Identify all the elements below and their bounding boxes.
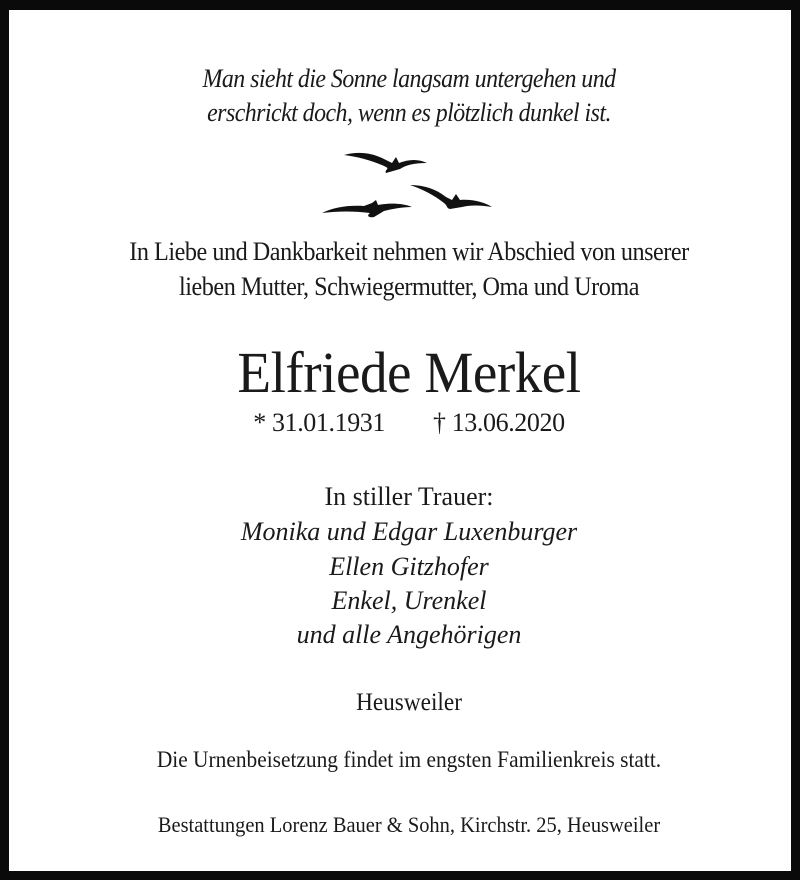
quote-line-2: erschrickt doch, wenn es plötzlich dunkel ist. [207, 98, 611, 127]
mourner-name: Monika und Edgar Luxenburger [240, 517, 578, 546]
undertaker-info: Bestattungen Lorenz Bauer & Sohn, Kirchstr. 25, Heusweiler [157, 812, 661, 837]
mourner-name: Ellen Gitzhofer [329, 552, 489, 581]
burial-notice: Die Urnenbeisetzung findet im engsten Familienkreis statt. [156, 747, 662, 772]
intro-line-2: lieben Mutter, Schwiegermutter, Oma und Uroma [179, 272, 639, 301]
mourners-heading: In stiller Trauer: [324, 482, 494, 511]
bird-icon [322, 200, 412, 217]
death-date: † 13.06.2020 [433, 408, 565, 437]
bird-icon [344, 153, 427, 173]
birth-date: * 31.01.1931 [253, 408, 385, 437]
mourner-name: und alle Angehörigen [296, 620, 522, 649]
intro-line-1: In Liebe und Dankbarkeit nehmen wir Abschied von unserer [129, 237, 689, 266]
location: Heusweiler [356, 689, 462, 716]
bird-icon [410, 185, 492, 209]
mourner-name: Enkel, Urenkel [331, 586, 487, 615]
flying-birds-icon [314, 145, 504, 225]
deceased-name: Elfriede Merkel [237, 340, 581, 405]
quote-line-1: Man sieht die Sonne langsam untergehen und [202, 64, 616, 93]
life-dates [9, 410, 800, 436]
